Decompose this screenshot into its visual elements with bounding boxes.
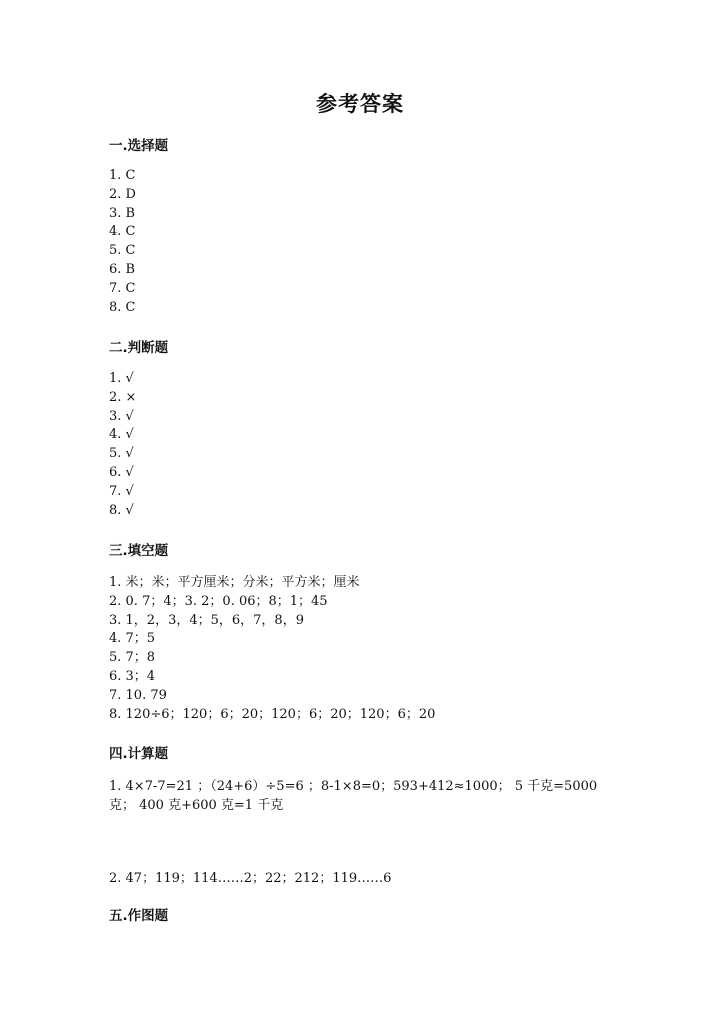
list-item: 3. 1，2，3，4；5，6，7，8，9 [109,612,304,628]
list-item: 3. B [109,205,136,221]
list-item: 6. 3；4 [109,668,156,684]
list-item: 5. C [109,243,136,259]
page-title: 参考答案 [316,92,404,116]
list-item: 2. D [109,186,136,202]
section-heading-drawing: 五.作图题 [109,908,169,924]
list-item: 1. √ [109,371,134,386]
list-item: 5. √ [109,446,134,462]
list-item: 4. C [109,224,136,240]
list-item: 2. × [109,389,137,405]
list-item: 6. √ [109,464,134,480]
list-item: 4. √ [109,427,134,443]
list-item: 7. √ [109,483,134,499]
list-item: 1. C [109,168,136,183]
section-heading-judgment: 二.判断题 [109,340,169,356]
list-item: 8. 120÷6；120；6；20；120；6；20；120；6；20 [109,706,436,722]
calculation-answer-1: 1. 4×7-7=21 ；（24+6）÷5=6 ；8-1×8=0；593+412≈1000； 5 千克=5000 克； 400 克+600 克=1 千克 [109,779,598,813]
list-item: 5. 7；8 [109,650,156,666]
list-item: 3. √ [109,408,134,424]
list-item: 6. B [109,261,136,277]
list-item: 7. 10. 79 [109,687,167,703]
list-item: 4. 7；5 [109,631,156,647]
list-item: 8. C [109,299,136,315]
judgment-answer-list [109,370,609,520]
list-item: 7. C [109,280,136,296]
list-item: 2. 0. 7；4；3. 2；0. 06；8；1；45 [109,593,328,609]
section-heading-fill-blank: 三.填空题 [109,543,169,559]
section-heading-calculation: 四.计算题 [109,746,169,762]
list-item: 8. √ [109,502,134,518]
fill-blank-answer-list [109,574,609,724]
choice-answer-list [109,167,609,317]
section-heading-choice: 一.选择题 [109,138,169,154]
list-item: 1. 米；米；平方厘米；分米；平方米；厘米 [109,575,360,590]
calculation-answer-2: 2. 47；119；114……2；22；212；119……6 [109,871,392,886]
